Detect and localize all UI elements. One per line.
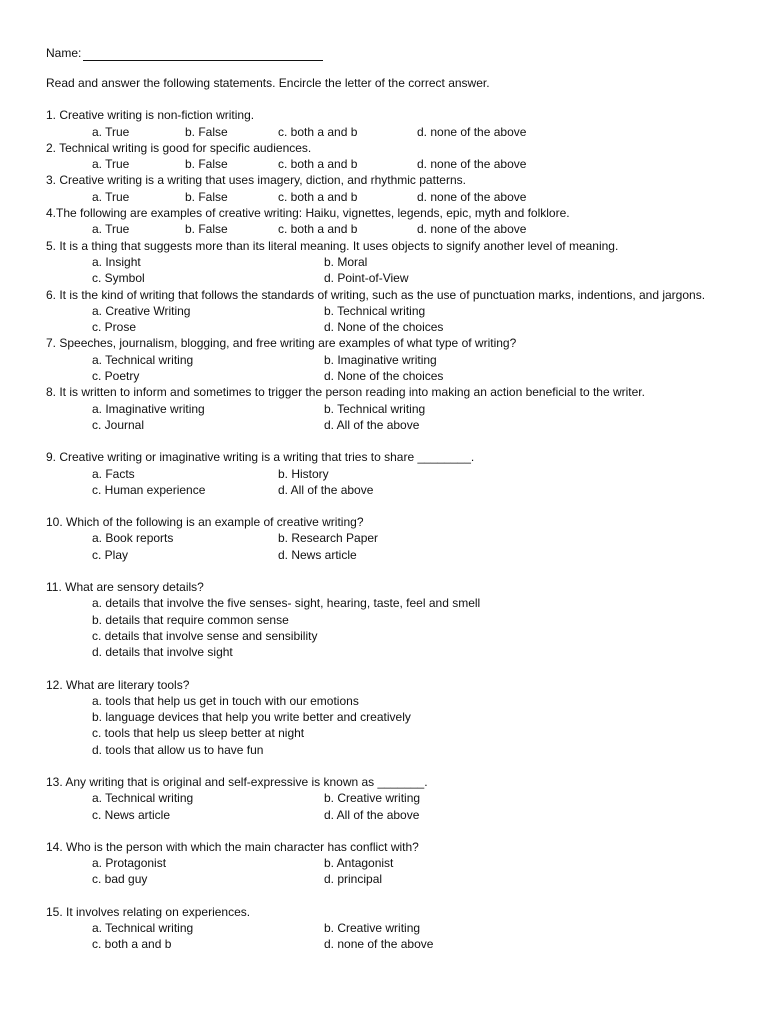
option[interactable]: a. True [92, 222, 130, 237]
question-text: 7. Speeches, journalism, blogging, and free writing are examples of what type of writing? [46, 336, 517, 351]
question-11 [46, 579, 726, 660]
option[interactable]: d. none of the above [417, 124, 527, 139]
option[interactable]: b. Moral [324, 254, 368, 269]
question-text: 6. It is the kind of writing that follows the standards of writing, such as the use of punctuation marks, indentions, and jargons. [46, 287, 706, 302]
question-text: 2. Technical writing is good for specific audiences. [46, 140, 312, 155]
option[interactable]: b. False [185, 157, 228, 172]
option[interactable]: a. Technical writing [92, 921, 194, 936]
option[interactable]: c. Poetry [92, 369, 140, 384]
option[interactable]: c. both a and b [278, 222, 358, 237]
option[interactable]: a. Protagonist [92, 856, 167, 871]
option[interactable]: c. details that involve sense and sensibility [92, 628, 318, 643]
option[interactable]: a. True [92, 124, 130, 139]
option[interactable]: a. True [92, 189, 130, 204]
question-5 [46, 238, 726, 287]
option[interactable]: d. Point-of-View [324, 271, 409, 286]
worksheet [46, 43, 726, 953]
option[interactable]: a. details that involve the five senses- sight, hearing, taste, feel and smell [92, 596, 481, 611]
instructions: Read and answer the following statements. Encircle the letter of the correct answer. [46, 76, 490, 90]
option[interactable]: b. Antagonist [324, 856, 394, 871]
question-9 [46, 449, 726, 498]
option[interactable]: b. Creative writing [324, 791, 421, 806]
option[interactable]: c. Human experience [92, 482, 206, 497]
name-blank-line[interactable] [83, 48, 323, 61]
option[interactable]: c. both a and b [92, 937, 172, 952]
option[interactable]: a. Creative Writing [92, 303, 191, 318]
option[interactable]: c. Journal [92, 417, 145, 432]
question-text: 8. It is written to inform and sometimes to trigger the person reading into making an action beneficial to the writer. [46, 385, 645, 400]
option[interactable]: b. Technical writing [324, 401, 426, 416]
option[interactable]: a. True [92, 157, 130, 172]
question-text: 5. It is a thing that suggests more than its literal meaning. It uses objects to signify another level of meaning. [46, 238, 619, 253]
option[interactable]: d. All of the above [278, 482, 374, 497]
question-text: 3. Creative writing is a writing that uses imagery, diction, and rhythmic patterns. [46, 173, 466, 188]
question-12 [46, 677, 726, 758]
option[interactable]: b. False [185, 222, 228, 237]
option[interactable]: c. bad guy [92, 872, 148, 887]
option[interactable]: d. All of the above [324, 807, 420, 822]
question-6 [46, 287, 726, 336]
option[interactable]: d. none of the above [417, 222, 527, 237]
question-text: 14. Who is the person with which the main character has conflict with? [46, 839, 419, 854]
option[interactable]: a. Imaginative writing [92, 401, 205, 416]
option[interactable]: d. News article [278, 547, 357, 562]
question-15 [46, 904, 726, 953]
option[interactable]: c. both a and b [278, 124, 358, 139]
option[interactable]: a. tools that help us get in touch with our emotions [92, 693, 359, 708]
question-text: 9. Creative writing or imaginative writing is a writing that tries to share ________. [46, 450, 475, 465]
option[interactable]: d. All of the above [324, 417, 420, 432]
question-2 [46, 140, 726, 173]
option[interactable]: c. both a and b [278, 157, 358, 172]
option[interactable]: c. Prose [92, 320, 137, 335]
question-text: 10. Which of the following is an example of creative writing? [46, 515, 364, 530]
option[interactable]: a. Technical writing [92, 352, 194, 367]
option[interactable]: c. News article [92, 807, 171, 822]
question-text: 1. Creative writing is non-fiction writing. [46, 108, 255, 123]
question-10 [46, 514, 726, 563]
option[interactable]: d. None of the choices [324, 320, 444, 335]
option[interactable]: d. none of the above [417, 157, 527, 172]
question-8 [46, 384, 726, 433]
option[interactable]: d. none of the above [417, 189, 527, 204]
question-text: 13. Any writing that is original and self-expressive is known as _______. [46, 774, 428, 789]
option[interactable]: c. Symbol [92, 271, 145, 286]
option[interactable]: b. details that require common sense [92, 612, 289, 627]
option[interactable]: b. False [185, 189, 228, 204]
option[interactable]: d. None of the choices [324, 369, 444, 384]
option[interactable]: a. Book reports [92, 531, 174, 546]
option[interactable]: d. tools that allow us to have fun [92, 742, 264, 757]
option[interactable]: b. language devices that help you write better and creatively [92, 710, 411, 725]
name-row [46, 43, 726, 61]
name-label: Name: [46, 45, 82, 60]
question-7 [46, 335, 726, 384]
question-4 [46, 205, 726, 238]
question-1 [46, 107, 726, 140]
option[interactable]: d. none of the above [324, 937, 434, 952]
option[interactable]: b. False [185, 124, 228, 139]
question-13 [46, 774, 726, 823]
option[interactable]: c. Play [92, 547, 129, 562]
option[interactable]: b. Creative writing [324, 921, 421, 936]
option[interactable]: b. Imaginative writing [324, 352, 437, 367]
option[interactable]: c. tools that help us sleep better at night [92, 726, 305, 741]
option[interactable]: a. Technical writing [92, 791, 194, 806]
option[interactable]: d. details that involve sight [92, 645, 233, 660]
question-text: 15. It involves relating on experiences. [46, 904, 251, 919]
question-text: 11. What are sensory details? [46, 580, 204, 595]
question-14 [46, 839, 726, 888]
option[interactable]: a. Facts [92, 466, 135, 481]
option[interactable]: b. Technical writing [324, 303, 426, 318]
option[interactable]: d. principal [324, 872, 383, 887]
option[interactable]: b. Research Paper [278, 531, 379, 546]
question-text: 12. What are literary tools? [46, 677, 190, 692]
question-list [46, 107, 726, 952]
option[interactable]: b. History [278, 466, 329, 481]
option[interactable]: c. both a and b [278, 189, 358, 204]
question-3 [46, 172, 726, 205]
question-text: 4.The following are examples of creative writing: Haiku, vignettes, legends, epic, myth and folklore. [46, 206, 570, 221]
option[interactable]: a. Insight [92, 254, 141, 269]
